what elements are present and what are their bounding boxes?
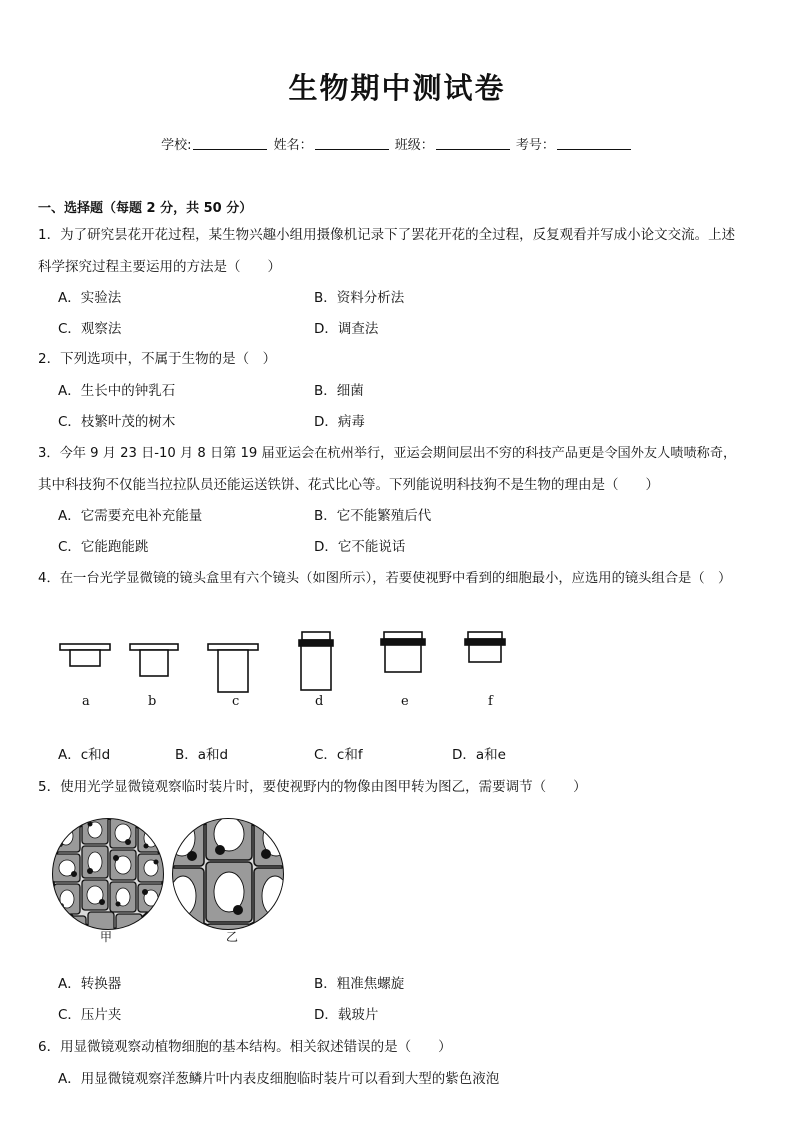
- q2-option-c: C．枝繁叶茂的树木: [58, 414, 176, 430]
- page-title: 生物期中测试卷: [288, 71, 506, 105]
- lens-label-e: e: [401, 694, 409, 709]
- microscope-view-jia: [50, 816, 166, 932]
- question-4-text: 4．在一台光学显微镜的镜头盒里有六个镜头（如图所示），若要使视野中看到的细胞最小，应选用的镜头组合是（ ）: [38, 571, 732, 586]
- q2-option-d: D．病毒: [314, 414, 365, 430]
- q2-option-a: A．生长中的钟乳石: [58, 383, 176, 399]
- name-label: 姓名：: [273, 138, 313, 153]
- name-blank[interactable]: [315, 137, 389, 150]
- lens-label-b: b: [148, 694, 157, 709]
- number-blank[interactable]: [557, 137, 631, 150]
- question-6-text: 6．用显微镜观察动植物细胞的基本结构。相关叙述错误的是（ ）: [38, 1039, 452, 1055]
- class-blank[interactable]: [436, 137, 510, 150]
- microscope-view-yi: [170, 816, 286, 932]
- q4-option-b: B．a和d: [175, 747, 229, 763]
- q5-option-d: D．载玻片: [314, 1007, 379, 1023]
- q1-option-a: A．实验法: [58, 290, 122, 306]
- student-info-line: [0, 134, 794, 153]
- lens-b-icon: [130, 644, 178, 676]
- q3-option-b: B．它不能繁殖后代: [314, 508, 432, 524]
- q4-option-c: C．c和f: [314, 747, 363, 763]
- figure-label-jia: 甲: [100, 930, 113, 944]
- lens-f-icon: [465, 632, 505, 662]
- question-3-text-cont: 其中科技狗不仅能当拉拉队员还能运送铁饼、花式比心等。下列能说明科技狗不是生物的理由是（ ）: [38, 477, 659, 493]
- question-5-text: 5．使用光学显微镜观察临时装片时，要使视野内的物像由图甲转为图乙，需要调节（ ）: [38, 779, 587, 795]
- q4-option-d: D．a和e: [452, 747, 506, 763]
- q1-option-c: C．观察法: [58, 321, 122, 337]
- school-label: 学校:: [161, 138, 192, 153]
- lens-a-icon: [60, 644, 110, 666]
- q1-option-b: B．资料分析法: [314, 290, 405, 306]
- lens-e-icon: [381, 632, 425, 672]
- question-3-text: 3．今年 9 月 23 日-10 月 8 日第 19 届亚运会在杭州举行，亚运会期间层出不穷的科技产品更是令国外友人啧啧称奇，: [38, 446, 737, 461]
- q2-option-b: B．细菌: [314, 383, 364, 399]
- q4-option-a: A．c和d: [58, 747, 111, 763]
- q3-option-d: D．它不能说话: [314, 539, 406, 555]
- question-1-text: 1．为了研究昙花开花过程，某生物兴趣小组用摄像机记录下了罢花开花的全过程，反复观看并写成小论文交流。上述: [38, 227, 736, 243]
- question-2-text: 2．下列选项中，不属于生物的是（ ）: [38, 351, 277, 367]
- lens-label-c: c: [232, 694, 240, 709]
- lens-label-a: a: [82, 694, 90, 709]
- school-blank[interactable]: [193, 137, 267, 150]
- lens-d-icon: [299, 632, 333, 690]
- q5-option-c: C．压片夹: [58, 1007, 122, 1023]
- number-label: 考号：: [515, 138, 555, 153]
- q3-option-c: C．它能跑能跳: [58, 539, 149, 555]
- lens-c-icon: [208, 644, 258, 692]
- class-label: 班级：: [394, 138, 434, 153]
- lens-label-f: f: [488, 694, 493, 709]
- lens-diagram: [50, 620, 520, 700]
- q5-option-b: B．粗准焦螺旋: [314, 976, 405, 992]
- q6-option-a: A．用显微镜观察洋葱鳞片叶内表皮细胞临时装片可以看到大型的紫色液泡: [58, 1071, 500, 1087]
- question-1-text-cont: 科学探究过程主要运用的方法是（ ）: [38, 259, 281, 275]
- q3-option-a: A．它需要充电补充能量: [58, 508, 203, 524]
- q1-option-d: D．调查法: [314, 321, 379, 337]
- section-heading: 一、选择题（每题 2 分，共 50 分）: [38, 201, 253, 216]
- figure-label-yi: 乙: [226, 930, 239, 944]
- q5-option-a: A．转换器: [58, 976, 122, 992]
- lens-label-d: d: [315, 694, 324, 709]
